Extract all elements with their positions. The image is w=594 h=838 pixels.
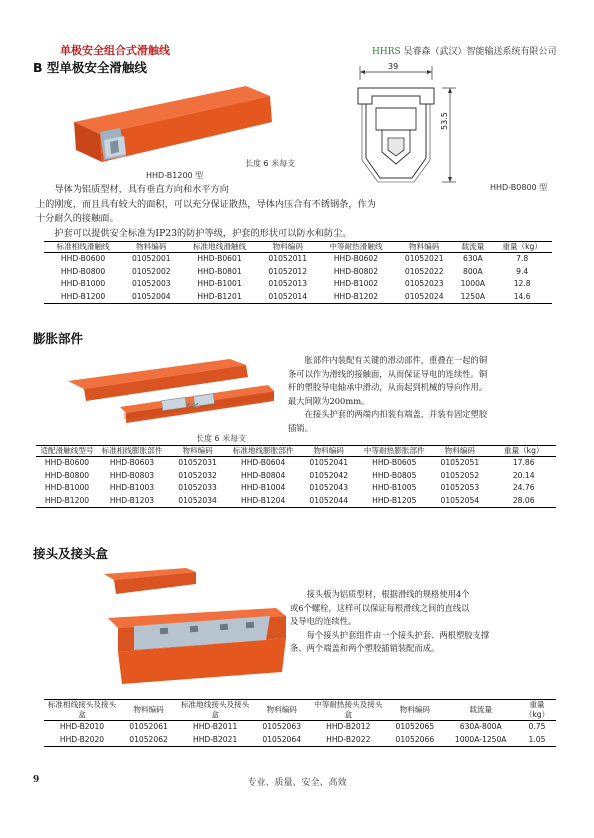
brand-logo-text: HHRS [372, 47, 401, 57]
col-header: 标准相线滑触线 [56, 242, 110, 251]
col-header: 重量（kg） [524, 700, 550, 719]
header-company [372, 44, 557, 57]
table-cell: 01052013 [268, 279, 308, 288]
dimension-height-label: 53.5 [440, 112, 449, 130]
length-caption-2: 长度 6 米每支 [196, 434, 247, 443]
col-header: 物料编码 [133, 705, 164, 714]
length-caption: 长度 6 米每支 [245, 159, 296, 168]
col-header: 中等耐热膨胀部件 [363, 446, 425, 455]
col-header: 标准相线接头及接头盒 [47, 700, 117, 719]
table-cell: 24.76 [512, 483, 535, 492]
col-header: 物料编码 [444, 446, 476, 455]
table-cell: 01052066 [395, 734, 435, 744]
section3-description [290, 588, 554, 656]
table-cell: HHD-B0804 [241, 470, 286, 480]
section-title-b-type: B 型单极安全滑触线 [33, 60, 147, 75]
table-cell: 01052004 [131, 291, 171, 301]
table-cell: 01052032 [178, 470, 217, 480]
header-title: 单极安全组合式滑触线 [60, 44, 170, 57]
table-row [36, 470, 556, 483]
table-header-row [44, 700, 556, 721]
table-header-row [44, 242, 552, 253]
table-cell: 01052053 [440, 483, 480, 492]
col-header: 标准地线滑触线 [192, 242, 247, 251]
joint-box-photo [100, 568, 290, 688]
para-line: 接头板为铝质型材，根据滑线的规格使用4个 [290, 589, 470, 599]
table-cell: 01052062 [129, 734, 168, 744]
section-title-joint: 接头及接头盒 [33, 546, 109, 561]
table-cell: HHD-B2012 [326, 722, 371, 731]
table-cell: 01052054 [440, 495, 480, 505]
table-cell: HHD-B0803 [109, 470, 155, 480]
table-cell: 01052061 [129, 722, 168, 731]
col-header: 重量（kg） [502, 242, 542, 251]
para-line: 十分耐久的接触面。 [36, 213, 119, 224]
table-cell: HHD-B1003 [109, 483, 155, 492]
para-line: 护套可以提供安全标准为IP23的防护等级，护套的形状可以防水和防尘。 [36, 227, 352, 239]
section2-description [288, 354, 553, 435]
table-cell: HHD-B1001 [197, 279, 242, 288]
photo-caption: HHD-B1200 型 [146, 171, 204, 180]
table-cell: HHD-B0600 [60, 254, 106, 263]
table-cell: 01052011 [268, 254, 308, 263]
table-cell: 01052031 [178, 458, 217, 467]
table-cell: 9.4 [516, 266, 529, 276]
col-header: 适配滑触线型号 [40, 446, 94, 455]
table-cell: 01052022 [404, 266, 444, 276]
col-header: 载流量 [469, 705, 493, 714]
dimension-width-label: 39 [388, 62, 399, 71]
table-row [44, 734, 556, 747]
table-cell: 800A [463, 266, 483, 276]
section-title-expansion: 膨胀部件 [33, 331, 84, 346]
table-row [36, 457, 556, 470]
para-line: 杆的塑胶导电轴承中滑动，从而起到机械的导向作用。 [288, 382, 488, 392]
col-header: 物料编码 [266, 705, 297, 714]
col-header: 中等耐热滑触线 [329, 242, 383, 251]
table-row [44, 721, 556, 734]
col-header: 标准地线膨胀部件 [232, 446, 294, 455]
col-header: 物料编码 [313, 446, 344, 455]
para-line: 胀部件内装配有关键的滑动部件，重叠在一起的铜 [288, 355, 488, 365]
table-cell: HHD-B0600 [44, 458, 90, 467]
col-header: 物料编码 [272, 242, 303, 251]
table-cell: 01052033 [178, 483, 217, 492]
busbar-spec-table [44, 241, 552, 304]
table-cell: HHD-B0602 [333, 254, 379, 263]
table-cell: 1.05 [528, 734, 546, 744]
para-line: 导体为铝质型材，具有垂直方向和水平方向 [36, 184, 229, 195]
col-header: 物料编码 [399, 705, 431, 714]
col-header: 中等耐热接头及接头盒 [314, 700, 383, 719]
col-header: 重量（kg） [503, 446, 544, 455]
para-line: 或6个螺栓，这样可以保证每根滑线之间的直线以 [290, 602, 470, 613]
table-cell: 01052002 [131, 266, 171, 276]
expansion-unit-photo [64, 355, 278, 437]
table-cell: 01052041 [309, 458, 349, 467]
table-cell: 01052003 [131, 279, 171, 288]
company-name: 吴睿森（武汉）智能输送系统有限公司 [403, 47, 557, 57]
page-number: 9 [33, 775, 40, 785]
table-cell: HHD-B0800 [44, 470, 90, 480]
para-line: 及导电的连续性。 [290, 616, 357, 626]
drawing-caption: HHD-B0800 型 [490, 183, 548, 192]
table-cell: HHD-B1204 [241, 495, 286, 505]
table-cell: 01052051 [440, 458, 480, 467]
para-line: 最大间隙为200mm。 [288, 395, 370, 406]
para-line: 每个接头护套组件由一个接头护套、两根塑胶支撑 [290, 629, 490, 640]
table-cell: HHD-B0601 [197, 254, 242, 263]
para-line: 条可以作为滑线的接触面，从而保证导电的连续性。铜 [288, 368, 488, 379]
footer-slogan: 专业、质量、安全、高效 [247, 778, 347, 788]
table-cell: HHD-B0802 [333, 266, 379, 276]
table-cell: HHD-B1005 [372, 483, 417, 492]
table-cell: 01052063 [262, 722, 302, 731]
para-line: 在接头护套的两端内扣装有端盖，并装有固定塑胶 [288, 409, 488, 419]
table-cell: 28.06 [512, 495, 535, 505]
table-cell: 01052014 [268, 291, 308, 301]
table-cell: 01052042 [309, 470, 349, 480]
table-cell: 1000A-1250A [454, 734, 507, 744]
busbar-photo [68, 82, 278, 168]
table-cell: 630A [463, 254, 483, 263]
para-line: 插销。 [288, 422, 313, 433]
table-cell: 01052023 [404, 279, 444, 288]
table-cell: HHD-B0603 [109, 458, 155, 467]
table-cell: HHD-B1200 [60, 291, 106, 301]
col-header: 物料编码 [182, 446, 213, 455]
table-cell: 01052043 [309, 483, 349, 492]
col-header: 物料编码 [136, 242, 167, 251]
table-cell: 01052064 [262, 734, 302, 744]
table-cell: 17.86 [512, 458, 535, 467]
table-cell: 01052012 [268, 266, 308, 276]
table-cell: HHD-B1201 [197, 291, 242, 301]
col-header: 载流量 [461, 242, 485, 251]
table-cell: 01052024 [404, 291, 444, 301]
table-cell: 01052044 [309, 495, 349, 505]
table-cell: 1250A [460, 291, 486, 301]
table-cell: 0.75 [528, 722, 546, 731]
table-cell: HHD-B1000 [60, 279, 106, 288]
para-line: 上的刚度，而且具有较大的面积，可以充分保证散热，导体内压合有不锈钢条，作为 [36, 198, 376, 210]
cross-section-drawing [338, 60, 478, 190]
table-cell: HHD-B1202 [333, 291, 379, 301]
table-cell: HHD-B2020 [59, 734, 105, 744]
table-row [44, 253, 552, 266]
table-row [44, 266, 552, 279]
table-row [44, 291, 552, 304]
expansion-spec-table [36, 445, 556, 508]
table-cell: 12.8 [513, 279, 531, 288]
table-cell: 01052034 [178, 495, 217, 505]
table-cell: HHD-B1205 [372, 495, 417, 505]
col-header: 标准相线膨胀部件 [101, 446, 163, 455]
table-cell: 01052065 [395, 722, 435, 731]
col-header: 物料编码 [409, 242, 440, 251]
section1-description [36, 183, 536, 241]
table-cell: 20.14 [512, 470, 535, 480]
table-cell: HHD-B1004 [241, 483, 286, 492]
table-cell: HHD-B0604 [241, 458, 286, 467]
joint-spec-table [44, 699, 556, 747]
table-cell: HHD-B2022 [326, 734, 371, 744]
table-cell: HHD-B0605 [372, 458, 417, 467]
table-cell: HHD-B1000 [44, 483, 90, 492]
table-cell: HHD-B2010 [59, 722, 105, 731]
table-cell: HHD-B1200 [44, 495, 90, 505]
table-cell: 14.6 [513, 291, 531, 301]
table-cell: 1000A [460, 279, 486, 288]
table-cell: 630A-800A [459, 722, 502, 731]
table-cell: 01052021 [404, 254, 444, 263]
table-cell: 01052052 [440, 470, 480, 480]
table-cell: HHD-B2011 [193, 722, 238, 731]
para-line: 条、两个端盖和两个塑胶插销装配而成。 [290, 643, 440, 653]
table-cell: 7.8 [516, 254, 529, 263]
table-cell: HHD-B0805 [372, 470, 417, 480]
table-cell: HHD-B1002 [333, 279, 379, 288]
table-row [44, 278, 552, 291]
table-cell: HHD-B2021 [193, 734, 238, 744]
table-cell: 01052001 [131, 254, 171, 263]
col-header: 标准地线接头及接头盒 [180, 700, 250, 719]
table-cell: HHD-B0801 [197, 266, 242, 276]
table-cell: HHD-B0800 [60, 266, 106, 276]
table-row [36, 482, 556, 495]
table-row [36, 495, 556, 508]
table-header-row [36, 446, 556, 457]
table-cell: HHD-B1203 [109, 495, 155, 505]
